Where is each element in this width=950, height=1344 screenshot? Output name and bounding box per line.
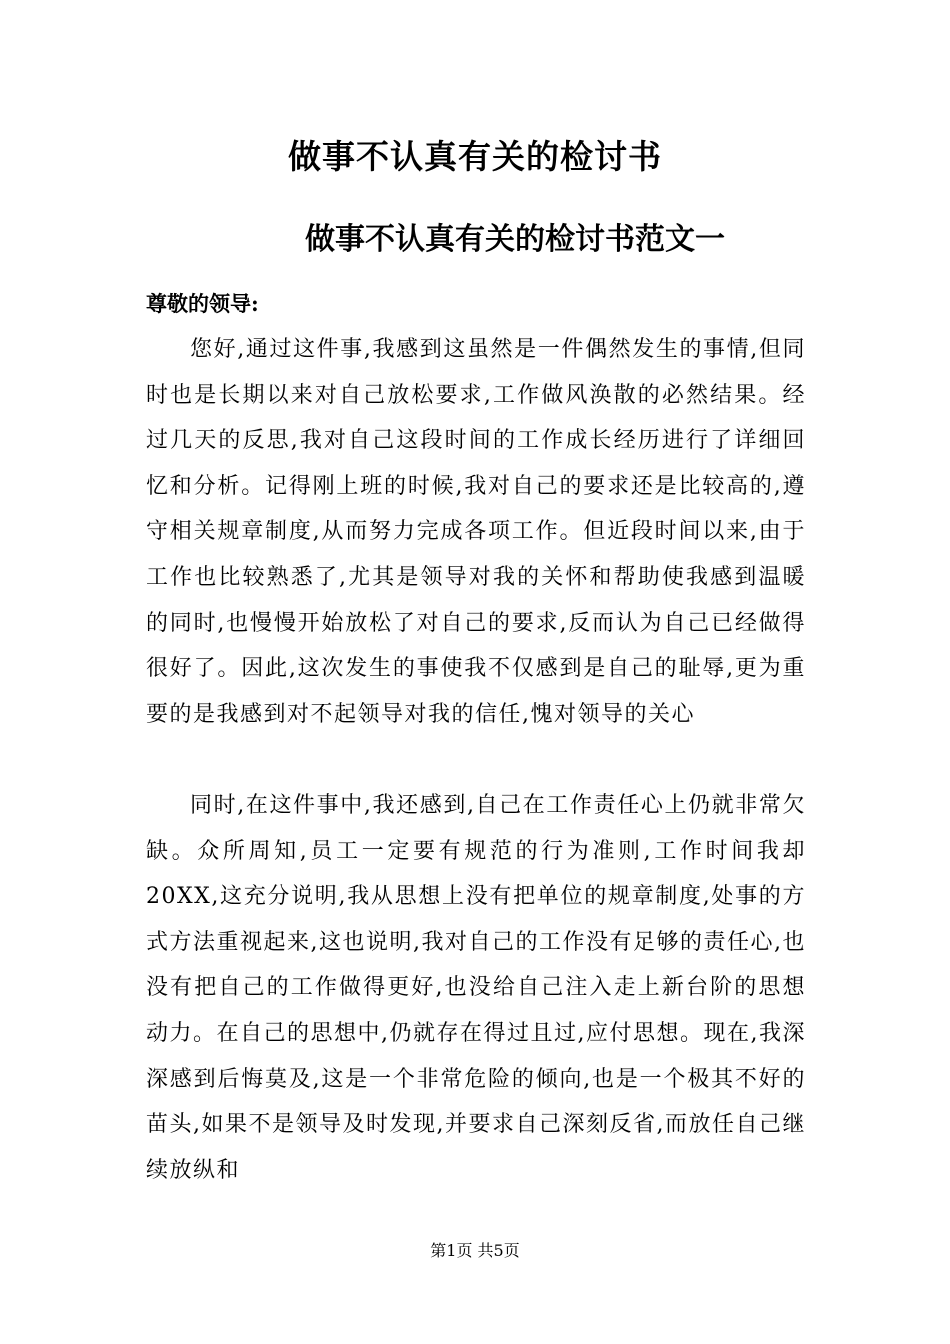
document-subtitle: 做事不认真有关的检讨书范文一 bbox=[305, 222, 725, 257]
body-paragraph-2: 同时,在这件事中,我还感到,自己在工作责任心上仍就非常欠缺。众所周知,员工一定要有规范的行为准则,工作时间我却20XX,这充分说明,我从思想上没有把单位的规章制度,处事的方式方法重视起来,这也说明,我对自己的工作没有足够的责任心,也没有把自己的工作做得更好,也没给自己注入走上新台阶的思想动力。在自己的思想中,仍就存在得过且过,应付思想。现在,我深深感到后悔莫及,这是一个非常危险的倾向,也是一个极其不好的苗头,如果不是领导及时发现,并要求自己深刻反省,而放任自己继续放纵和 bbox=[146, 793, 806, 1183]
document-title: 做事不认真有关的检讨书 bbox=[288, 137, 662, 176]
body-paragraph-1: 您好,通过这件事,我感到这虽然是一件偶然发生的事情,但同时也是长期以来对自己放松要求,工作做风涣散的必然结果。经过几天的反思,我对自己这段时间的工作成长经历进行了详细回忆和分析。记得刚上班的时候,我对自己的要求还是比较高的,遵守相关规章制度,从而努力完成各项工作。但近段时间以来,由于工作也比较熟悉了,尤其是领导对我的关怀和帮助使我感到温暖的同时,也慢慢开始放松了对自己的要求,反而认为自己已经做得很好了。因此,这次发生的事使我不仅感到是自己的耻辱,更为重要的是我感到对不起领导对我的信任,愧对领导的关心 bbox=[146, 337, 806, 727]
page-footer: 第1页 共5页 bbox=[430, 1241, 520, 1260]
salutation: 尊敬的领导: bbox=[146, 291, 259, 316]
